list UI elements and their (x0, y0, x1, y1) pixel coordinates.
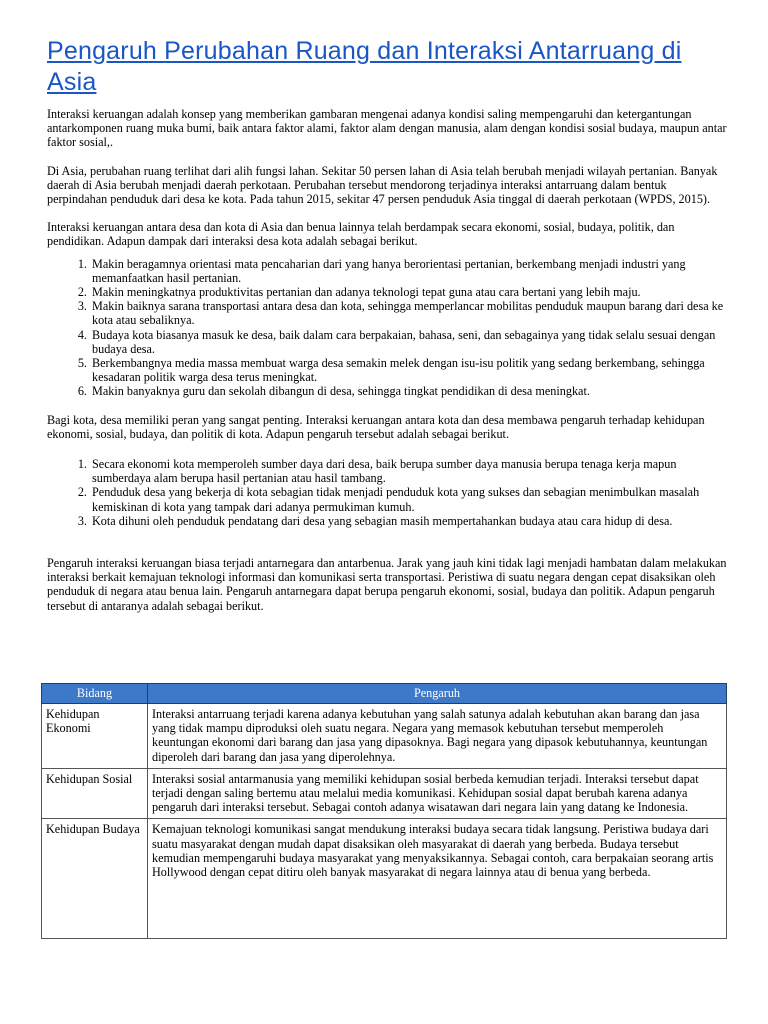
intro-paragraph: Interaksi keruangan adalah konsep yang memberikan gambaran mengenai adanya kondisi saling mempengaruhi dan ketergantungan antarkomponen ruang muka bumi, baik antara faktor alami, faktor alam dengan manusia, alam dengan kondisi sosial budaya, maupun antar faktor sosial,. (47, 107, 727, 150)
pengaruh-table (41, 683, 727, 939)
pengaruh-cell: Interaksi sosial antarmanusia yang memiliki kehidupan sosial berbeda kemudian terjadi. Interaksi tersebut dapat terjadi dengan saling bertemu atau melalui media komunikasi. Kehidupan sosial dapat berubah karena adanya pengaruh dari interaksi tersebut. Sebagai contoh adanya wisatawan dari negara lain yang datang ke Indonesia. (148, 768, 727, 819)
table-row (42, 768, 727, 819)
list-item: 4. Budaya kota biasanya masuk ke desa, baik dalam cara berpakaian, bahasa, seni, dan sebagainya yang tidak selalu sesuai dengan budaya desa. (90, 328, 727, 356)
pengaruh-cell: Interaksi antarruang terjadi karena adanya kebutuhan yang salah satunya adalah kebutuhan akan barang dan jasa yang tidak mampu diproduksi oleh suatu negara. Negara yang memasok kebutuhan tersebut memperoleh keuntungan ekonomi dari barang dan jasa yang dipasoknya. Bagi negara yang dipasok kebutuhannya, keuntungan diperoleh dari barang dan jasa yang diperolehnya. (148, 704, 727, 769)
asia-paragraph: Di Asia, perubahan ruang terlihat dari alih fungsi lahan. Sekitar 50 persen lahan di Asia telah berubah menjadi wilayah pertanian. Banyak daerah di Asia berubah menjadi daerah perkotaan. Perubahan tersebut mendorong terjadinya interaksi antarruang dalam bentuk perpindahan penduduk dari desa ke kota. Pada tahun 2015, sekitar 47 persen penduduk Asia tinggal di daerah perkotaan (WPDS, 2015). (47, 163, 718, 207)
dampak-kota-list (47, 457, 727, 528)
list-item: 5. Berkembangnya media massa membuat warga desa semakin melek dengan isu-isu politik yang sedang berkembang, sehingga kesadaran politik warga desa terus meningkat. (90, 356, 727, 384)
list-item: 3. Makin baiknya sarana transportasi antara desa dan kota, sehingga memperlancar mobilitas penduduk maupun barang dari desa ke kota atau sebaliknya. (90, 299, 727, 327)
list-item: 1. Makin beragamnya orientasi mata pencaharian dari yang hanya berorientasi pertanian, berkembang menjadi industri yang memanfaatkan hasil pertanian. (90, 257, 727, 285)
desa-kota-paragraph: Interaksi keruangan antara desa dan kota di Asia dan benua lainnya telah berdampak secara ekonomi, sosial, budaya, politik, dan pendidikan. Adapun dampak dari interaksi desa kota adalah sebagai berikut. (47, 220, 675, 249)
dampak-desa-list (47, 257, 727, 399)
header-bidang: Bidang (42, 684, 148, 704)
antarnegara-paragraph: Pengaruh interaksi keruangan biasa terjadi antarnegara dan antarbenua. Jarak yang jauh kini tidak lagi menjadi hambatan dalam melakukan interaksi berkait kemajuan teknologi informasi dan komunikasi serta transportasi. Peristiwa di suatu negara dengan cepat disaksikan oleh penduduk di negara atau benua lain. Pengaruh antarnegara dapat berupa pengaruh ekonomi, sosial, budaya dan politik. Adapun pengaruh tersebut di antaranya adalah sebagai berikut. (47, 556, 727, 613)
list-item: 6. Makin banyaknya guru dan sekolah dibangun di desa, sehingga tingkat pendidikan di desa meningkat. (90, 384, 727, 398)
list-item: 2. Penduduk desa yang bekerja di kota sebagian tidak menjadi penduduk kota yang sukses dan sebagian menimbulkan masalah kemiskinan di kota yang tampak dari adanya permukiman kumuh. (90, 485, 727, 513)
bidang-cell: Kehidupan Budaya (42, 819, 148, 939)
pengaruh-cell: Kemajuan teknologi komunikasi sangat mendukung interaksi budaya secara tidak langsung. Peristiwa budaya dari suatu masyarakat dengan mudah dapat disaksikan oleh masyarakat di daerah yang berbeda. Budaya tersebut kemudian mempengaruhi budaya masyarakat yang menyaksikannya. Sebagai contoh, cara berpakaian seorang artis Hollywood dengan cepat ditiru oleh banyak masyarakat di negara lainnya atau di benua yang berbeda. (148, 819, 727, 939)
table-row (42, 704, 727, 769)
header-pengaruh: Pengaruh (148, 684, 727, 704)
list-item: 3. Kota dihuni oleh penduduk pendatang dari desa yang sebagian masih mempertahankan budaya atau cara hidup di desa. (90, 514, 727, 528)
bidang-cell: Kehidupan Ekonomi (42, 704, 148, 769)
list-item: 1. Secara ekonomi kota memperoleh sumber daya dari desa, baik berupa sumber daya manusia berupa tenaga kerja mapun sumberdaya alam berupa hasil pertanian atau hasil tambang. (90, 457, 727, 485)
document-page (47, 36, 727, 613)
table-row (42, 819, 727, 939)
table-header-row (42, 684, 727, 704)
kota-paragraph: Bagi kota, desa memiliki peran yang sangat penting. Interaksi keruangan antara kota dan desa membawa pengaruh terhadap kehidupan ekonomi, sosial, budaya, dan politik di kota. Adapun pengaruh tersebut adalah sebagai berikut. (47, 412, 705, 441)
page-title[interactable]: Pengaruh Perubahan Ruang dan Interaksi Antarruang di Asia (47, 37, 682, 96)
list-item: 2. Makin meningkatnya produktivitas pertanian dan adanya teknologi tepat guna atau cara bertani yang lebih maju. (90, 285, 727, 299)
bidang-cell: Kehidupan Sosial (42, 768, 148, 819)
